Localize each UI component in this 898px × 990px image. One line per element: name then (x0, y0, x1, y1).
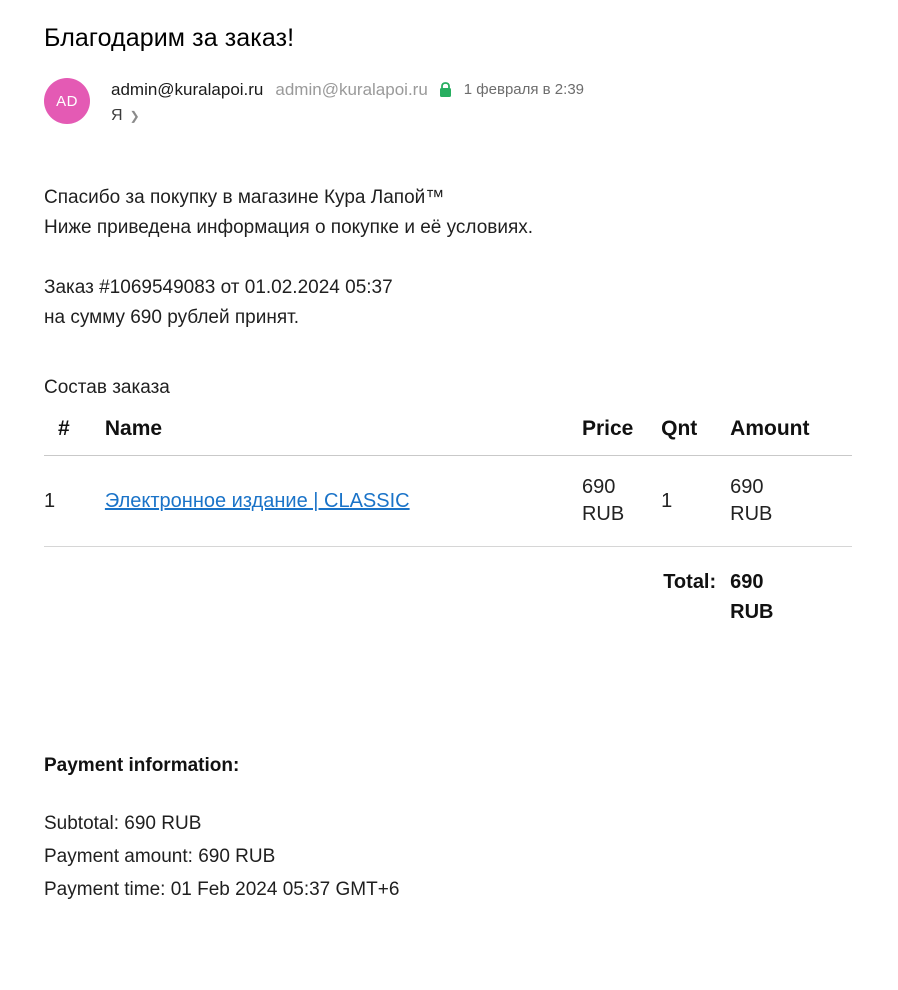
sender-header (44, 76, 854, 125)
column-header-qnt: Qnt (661, 411, 730, 456)
payment-time: Payment time: 01 Feb 2024 05:37 GMT+6 (44, 879, 400, 900)
table-header-row (44, 411, 852, 456)
order-table-head (44, 411, 852, 456)
column-header-amount: Amount (730, 411, 852, 456)
row-quantity: 1 (661, 456, 730, 547)
product-link[interactable]: Электронное издание | CLASSIC (104, 489, 410, 512)
body-spacer (44, 243, 854, 273)
chevron-right-icon[interactable]: ❯ (129, 109, 140, 123)
column-header-price: Price (582, 411, 661, 456)
email-body (44, 183, 854, 333)
row-amount-value: 690 RUB (730, 476, 773, 525)
recipient-label: Я (111, 107, 123, 124)
row-number: 1 (44, 456, 105, 547)
body-line-4: на сумму 690 рублей принят. (44, 307, 299, 328)
column-header-name: Name (105, 411, 582, 456)
payment-subtotal: Subtotal: 690 RUB (44, 813, 202, 834)
order-table-body (44, 456, 852, 547)
body-line-2: Ниже приведена информация о покупке и её условиях. (44, 217, 534, 238)
order-table-caption: Состав заказа (44, 377, 170, 398)
order-table-foot (44, 547, 852, 628)
recipient-line[interactable] (111, 107, 584, 125)
email-date: 1 февраля в 2:39 (463, 81, 585, 98)
payment-information-title: Payment information: (44, 755, 240, 776)
row-price-value: 690 RUB (581, 476, 625, 525)
total-spacer-2 (105, 547, 582, 628)
total-spacer-1 (44, 547, 105, 628)
total-amount: 690 RUB (730, 571, 774, 623)
row-product-cell (105, 456, 582, 547)
lock-icon (439, 82, 452, 98)
total-spacer-3 (582, 547, 661, 628)
payment-amount: Payment amount: 690 RUB (44, 846, 276, 867)
avatar: AD (44, 78, 90, 124)
sender-primary-line (111, 79, 584, 101)
sender-name[interactable]: admin@kuralapoi.ru (111, 80, 264, 99)
sender-email[interactable]: admin@kuralapoi.ru (275, 80, 428, 99)
total-value (730, 547, 852, 628)
column-header-number: # (44, 411, 105, 456)
sender-details (111, 76, 584, 125)
table-total-row (44, 547, 852, 628)
email-subject: Благодарим за заказ! (44, 24, 295, 52)
table-row (44, 456, 852, 547)
order-table (44, 411, 852, 627)
row-amount (730, 456, 852, 547)
total-label: Total: (663, 571, 717, 593)
row-price (582, 456, 661, 547)
body-line-1: Спасибо за покупку в магазине Кура Лапой™ (44, 187, 445, 208)
body-line-3: Заказ #1069549083 от 01.02.2024 05:37 (44, 277, 393, 298)
payment-information-details (44, 807, 854, 906)
